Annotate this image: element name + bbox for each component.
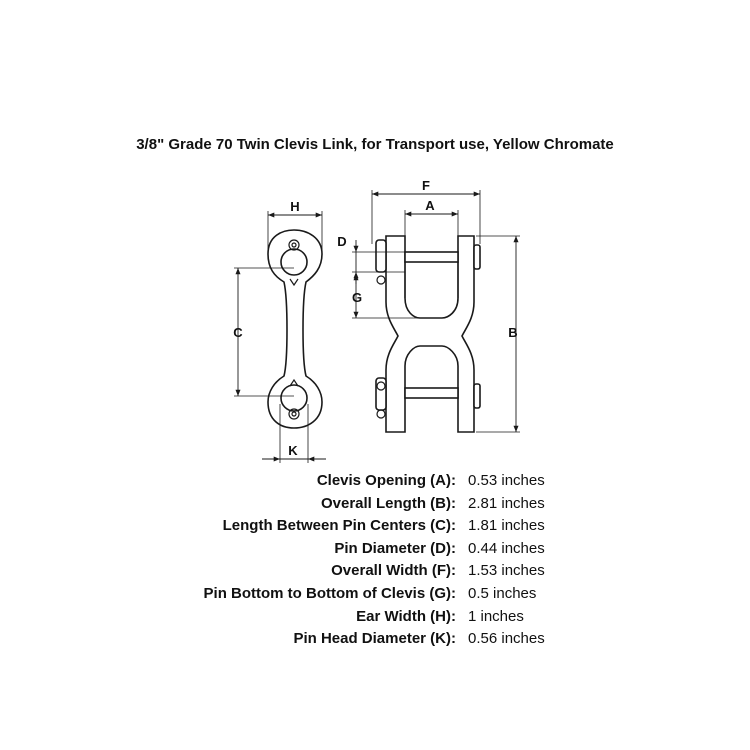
spec-value: 1 inches bbox=[468, 607, 524, 625]
spec-label: Ear Width (H): bbox=[356, 607, 456, 625]
spec-label: Overall Width (F): bbox=[331, 562, 456, 580]
spec-value: 0.53 inches bbox=[468, 472, 545, 489]
dimension-c-label: C bbox=[233, 325, 243, 340]
spec-row bbox=[0, 495, 750, 518]
spec-label: Pin Bottom to Bottom of Clevis (G): bbox=[203, 584, 456, 602]
dimension-k-label: K bbox=[288, 443, 298, 458]
front-view bbox=[337, 178, 520, 432]
spec-row bbox=[0, 630, 750, 653]
front-view-link-body bbox=[386, 236, 474, 432]
specs-table bbox=[0, 472, 750, 653]
spec-label: Pin Diameter (D): bbox=[334, 539, 456, 557]
dimension-d-label: D bbox=[337, 234, 347, 249]
spec-row bbox=[0, 562, 750, 585]
spec-label: Pin Head Diameter (K): bbox=[293, 630, 456, 648]
front-view-bottom-pin-end bbox=[474, 384, 480, 408]
spec-value: 1.81 inches bbox=[468, 517, 545, 535]
side-view-top-pin-hole bbox=[281, 249, 307, 275]
front-view-top-pin bbox=[405, 252, 458, 262]
spec-row bbox=[0, 608, 750, 631]
spec-value: 1.53 inches bbox=[468, 562, 545, 580]
front-view-top-cotter-pin bbox=[377, 276, 385, 284]
spec-value: 2.81 inches bbox=[468, 494, 545, 512]
side-view-bottom-pin-hole bbox=[281, 385, 307, 411]
spec-row bbox=[0, 540, 750, 563]
side-view bbox=[233, 199, 326, 463]
spec-value: 0.56 inches bbox=[468, 630, 545, 648]
spec-label: Length Between Pin Centers (C): bbox=[222, 517, 456, 535]
dimension-f-label: F bbox=[422, 178, 430, 193]
front-view-top-pin-head bbox=[376, 240, 386, 272]
spec-row bbox=[0, 472, 750, 495]
dimension-a-label: A bbox=[425, 198, 435, 213]
spec-value: 0.44 inches bbox=[468, 539, 545, 557]
dimension-g-label: G bbox=[351, 290, 363, 305]
spec-row bbox=[0, 585, 750, 608]
spec-row bbox=[0, 517, 750, 540]
front-view-top-pin-end bbox=[474, 245, 480, 269]
spec-label: Clevis Opening (A): bbox=[316, 472, 456, 489]
front-view-bottom-pin bbox=[405, 388, 458, 398]
dimension-h-label: H bbox=[290, 199, 300, 214]
front-view-bottom-pin-head bbox=[376, 378, 386, 410]
dimension-b-label: B bbox=[508, 325, 518, 340]
page-title: 3/8" Grade 70 Twin Clevis Link, for Transport use, Yellow Chromate bbox=[136, 136, 614, 153]
spec-value: 0.5 inches bbox=[468, 584, 537, 602]
spec-label: Overall Length (B): bbox=[320, 494, 456, 512]
